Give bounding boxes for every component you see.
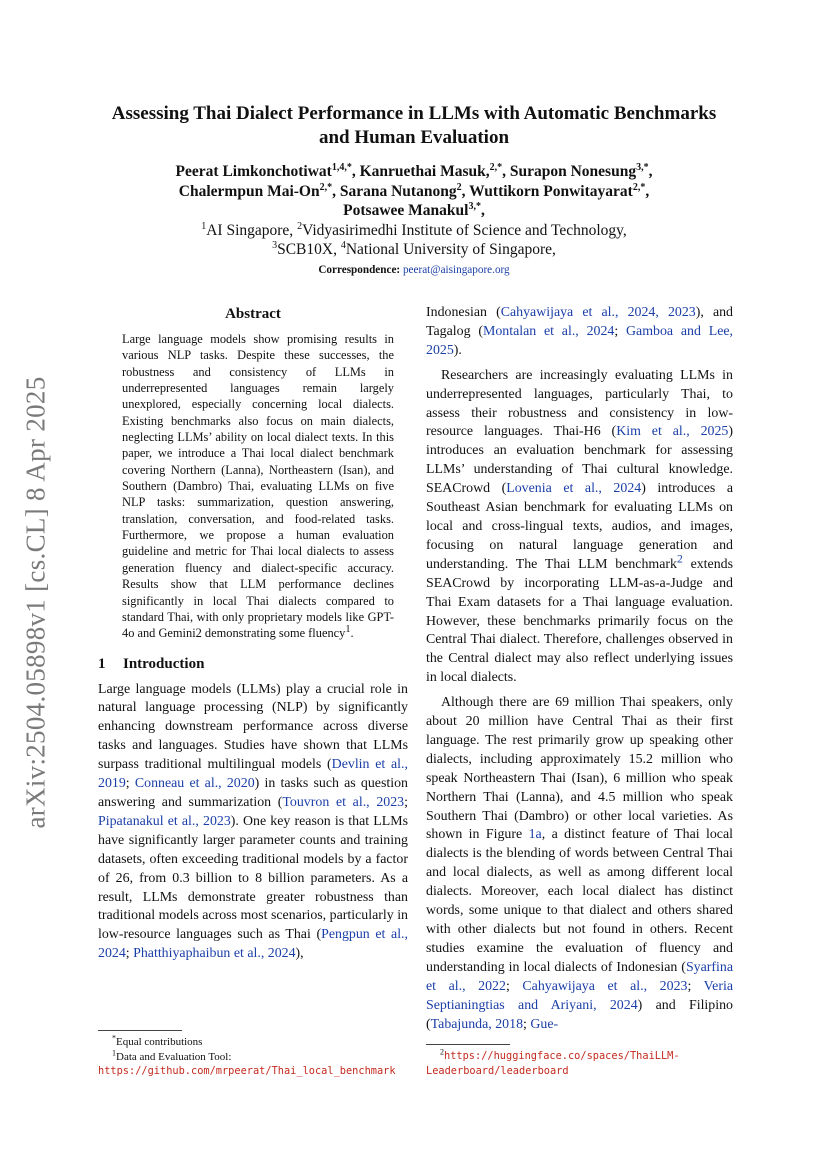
figure-reference-link[interactable]: 1a	[528, 827, 542, 843]
text-run: ). One key reason is that LLMs have significantly larger parameter counts and training datasets, often exceeding traditional models by a factor of 26, from 0.3 billion to 8 billion parameters. As a result, LLMs demonstrate greater robustness than traditional models across most scenarios, particularly in low-resource languages such as Thai (	[98, 813, 408, 943]
affiliation-number: 3	[272, 239, 278, 251]
text-run: ;	[614, 323, 627, 339]
citation-link[interactable]: Lovenia et al., 2024	[506, 481, 642, 497]
text-run: ),	[295, 946, 304, 962]
author: Wuttikorn Ponwitayarat	[469, 182, 633, 200]
section-title: Introduction	[123, 655, 205, 672]
text-run: ;	[687, 978, 704, 994]
author-affiliation-mark: 2,*	[489, 161, 503, 173]
abstract-end: .	[350, 626, 354, 641]
footnote-mark-2[interactable]: 2	[676, 552, 683, 566]
footnotes-right	[426, 1044, 733, 1078]
affiliation: Vidyasirimedhi Institute of Science and Technology,	[302, 221, 627, 239]
affiliation-list	[96, 221, 732, 260]
text-run: ;	[125, 946, 134, 962]
text-run: extends SEACrowd by incorporating LLM-as-a-Judge and Thai Exam datasets for a Thai language evaluation. However, these benchmarks primarily focus on the Central Thai dialect. Therefore, challenges observed in the Central dialect may also reflect underlying issues in local dialects.	[426, 556, 734, 686]
abstract-heading: Abstract	[225, 306, 281, 322]
citation-link[interactable]: Gamboa and Lee, 2025	[426, 323, 733, 358]
footnote-mark: 2	[440, 1047, 444, 1057]
citation-link[interactable]: Pipatanakul et al., 2023	[98, 813, 231, 829]
footnote-rule	[426, 1044, 510, 1045]
author-names: Peerat Limkonchotiwat$^{1,4,*}$, Kanruethai Masuk,$^{2,*}$, Surapon Nonesung$^{3,*}$, Chalermpun Mai-$On^{2,*}$, Sarana Nutanong$^2$, Wuttikorn Ponwitayarat$^{2,*}$, Potsawee Manakul$^{3,*}$,	[175, 161, 653, 219]
author-affiliation-mark: 3,*	[636, 161, 649, 173]
citation-link[interactable]: Conneau et al., 2020	[134, 776, 255, 792]
footnote-mark: 1	[112, 1047, 116, 1057]
correspondence-label: Correspondence:	[318, 263, 401, 276]
affiliation-number: 2	[297, 220, 303, 232]
text-run: ;	[523, 1016, 531, 1032]
author: Kanruethai Masuk,	[359, 163, 490, 180]
arxiv-id-text: arXiv:2504.05898v1 [cs.CL] 8 Apr 2025	[20, 375, 51, 829]
text-run: ) introduces an evaluation benchmark for assessing LLMs’ understanding of Thai cultural knowledge. SEACrowd (	[426, 424, 733, 497]
author: Peerat Limkonchotiwat	[175, 163, 332, 180]
citation-link[interactable]: Kim et al., 2025	[616, 424, 729, 440]
footnote-equal-contribution	[98, 1035, 408, 1050]
arxiv-identifier	[16, 372, 56, 832]
affiliation-number: 1	[201, 220, 207, 232]
text-run: ) and Filipino (	[426, 997, 733, 1032]
citation-link[interactable]: Montalan et al., 2024	[482, 323, 615, 339]
author: Sarana Nutanong	[339, 182, 457, 200]
citation-link[interactable]: Gue-	[530, 1016, 559, 1032]
footnote-2	[426, 1049, 733, 1078]
github-url-link[interactable]: https://github.com/mrpeerat/Thai_local_benchmark	[98, 1065, 396, 1077]
text-run: ;	[505, 978, 523, 994]
author-block	[96, 162, 732, 278]
footnote-text: Equal contributions	[116, 1036, 203, 1048]
author-affiliation-mark: 1,4,*	[331, 161, 352, 173]
section-number: 1	[98, 655, 106, 672]
footnote-mark: *	[112, 1033, 116, 1043]
text-run: Indonesian (	[426, 305, 501, 320]
text-run: , a distinct feature of Thai local dialects is the blending of words between Central Thai and local dialects, as well as among different local dialects. Moreover, each local dialect has distinct words, some unique to that dialect and others shared with other dialects but not found in others. Recent studies examine the evaluation of fluency and understanding in local dialects of Indonesian (	[426, 827, 734, 975]
right-column	[426, 304, 733, 1034]
intro-paragraph-1	[98, 681, 408, 965]
citation-link[interactable]: Touvron et al., 2023	[282, 794, 405, 810]
footnotes-left	[98, 1030, 408, 1079]
text-run: Although there are 69 million Thai speakers, only about 20 million have Central Thai as their first language. The rest primarily grow up speaking other dialects, including approximately 15.2 million who speak Northeastern Thai (Isan), 6 million who speak Northern Thai (Lanna), and 4.5 million who speak Southern Thai (Dambro) or other local varieties. As shown in Figure	[426, 695, 733, 843]
paragraph-researchers	[426, 367, 733, 688]
correspondence-line	[96, 262, 732, 278]
footnote-text: Data and Evaluation Tool:	[116, 1050, 232, 1063]
author: Surapon Nonesung	[509, 163, 637, 180]
author-affiliation-mark: 2,*	[632, 181, 646, 193]
correspondence-email-link[interactable]: peerat@aisingapore.org	[402, 263, 510, 276]
abstract-text	[122, 331, 394, 642]
author-affiliation-mark: 2	[456, 181, 462, 193]
author: Chalermpun Mai-On	[178, 182, 320, 200]
citation-link[interactable]: Tabajunda, 2018	[430, 1016, 524, 1032]
citation-link[interactable]: Syarfina et al., 2022	[426, 959, 733, 994]
abstract-body: Large language models show promising results in various NLP tasks. Despite these successes, the robustness and consistency of LLMs in underrepresented languages remain largely unexplored, especially concerning local dialects. Existing benchmarks also focus on main dialects, neglecting LLMs’ ability on local dialect texts. In this paper, we introduce a Thai local dialect benchmark covering Northern (Lanna), Northeastern (Isan), and Southern (Dambro) Thai, evaluating LLMs on five NLP tasks: summarization, question answering, translation, conversation, and food-related tasks. Furthermore, we propose a human evaluation guideline and metric for Thai local dialects to assess generation fluency and dialect-specific accuracy. Results show that LLM performance declines significantly in local Thai dialects compared to standard Thai, with only proprietary models like GPT-4o and Gemini2 demonstrating some fluency	[122, 332, 394, 641]
text-run: ), and Tagalog (	[426, 305, 734, 339]
affiliation: AI Singapore,	[206, 221, 294, 239]
footnote-rule	[98, 1030, 182, 1031]
paragraph-speakers	[426, 694, 733, 1034]
author-affiliation-mark: 3,*	[468, 200, 481, 212]
affiliation-number: 4	[340, 239, 346, 251]
paper-title: Assessing Thai Dialect Performance in LLMs with Automatic Benchmarks and Human Evaluation	[111, 103, 717, 148]
text-run: ) in tasks such as question answering and summarization (	[98, 776, 408, 810]
citation-link[interactable]: Cahyawijaya et al., 2024, 2023	[500, 305, 696, 320]
footnote-1	[98, 1047, 408, 1079]
citation-link[interactable]: Phatthiyaphaibun et al., 2024	[133, 946, 296, 962]
affiliation: National University of Singapore,	[345, 241, 556, 258]
citation-link[interactable]: Veria Septianingtias and Ariyani, 2024	[426, 978, 733, 1013]
text-run: ) introduces a Southeast Asian benchmark for evaluating LLMs on local and cross-lingual texts, audios, and images, focusing on natural language generation and understanding. The Thai LLM benchmark	[426, 481, 733, 572]
left-column	[98, 304, 408, 964]
text-run: ;	[404, 794, 408, 810]
author: Potsawee Manakul	[343, 202, 469, 219]
author-affiliation-mark: 2,*	[319, 181, 333, 193]
huggingface-url-link[interactable]: https://huggingface.co/spaces/ThaiLLM-Leaderboard/leaderboard	[426, 1050, 680, 1077]
text-run: ;	[125, 776, 135, 792]
affiliation: SCB10X,	[277, 241, 337, 258]
paragraph-continued	[426, 304, 733, 361]
section-heading-introduction	[98, 656, 408, 673]
text-run: ).	[453, 342, 462, 358]
citation-link[interactable]: Cahyawijaya et al., 2023	[522, 978, 688, 994]
citation-link[interactable]: Devlin et al., 2019	[98, 757, 408, 792]
footnote-mark-1[interactable]: 1	[345, 624, 351, 636]
text-run: Large language models (LLMs) play a crucial role in natural language processing (NLP) by significantly enhancing downstream performance across diverse tasks and languages. Studies have shown that LLMs surpass traditional multilingual models (	[98, 681, 408, 773]
text-run: Researchers are increasingly evaluating LLMs in underrepresented languages, particularly Thai, to assess their robustness and consistency in low-resource languages. Thai-H6 (	[426, 367, 733, 440]
citation-link[interactable]: Pengpun et al., 2024	[98, 927, 408, 962]
